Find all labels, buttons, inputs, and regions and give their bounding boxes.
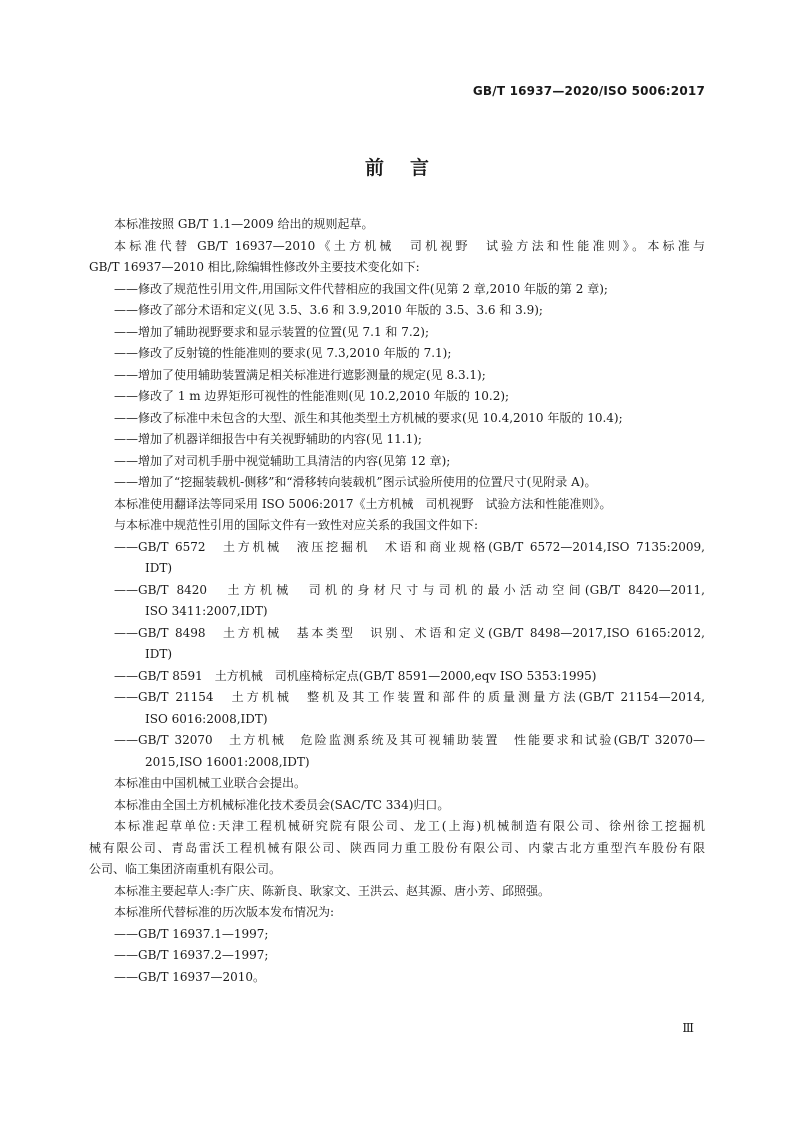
text-line: ——GB/T 8591 土方机械 司机座椅标定点(GB/T 8591—2000,eqv ISO 5353:1995) (114, 668, 597, 683)
text-line: GB/T 16937—2010 相比,除编辑性修改外主要技术变化如下: (89, 260, 420, 274)
text-line: IDT) (145, 647, 173, 661)
text-line: 本标准代替 GB/T 16937—2010《土方机械 司机视野 试验方法和性能准则》。本标准与 (114, 238, 705, 253)
text-line: 公司、临工集团济南重机有限公司。 (89, 862, 282, 876)
text-line: ——修改了标准中未包含的大型、派生和其他类型土方机械的要求(见 10.4,2010 年版的 10.4); (114, 410, 623, 425)
text-line: ISO 3411:2007,IDT) (145, 604, 268, 618)
text-line: ——增加了机器详细报告中有关视野辅助的内容(见 11.1); (114, 432, 422, 446)
text-line: ——增加了对司机手册中视觉辅助工具清洁的内容(见第 12 章); (114, 453, 451, 468)
text-line: ——GB/T 8420 土方机械 司机的身材尺寸与司机的最小活动空间(GB/T 8420—2011, (114, 582, 705, 597)
text-line: 本标准由中国机械工业联合会提出。 (114, 776, 307, 790)
text-line: ——GB/T 6572 土方机械 液压挖掘机 术语和商业规格(GB/T 6572—2014,ISO 7135:2009, (114, 539, 705, 554)
text-line: 2015,ISO 16001:2008,IDT) (145, 754, 310, 769)
text-line: ——增加了“挖掘装载机-侧移”和“滑移转向装载机”图示试验所使用的位置尺寸(见附录 A)。 (114, 475, 597, 489)
text-line: ——增加了辅助视野要求和显示装置的位置(见 7.1 和 7.2); (114, 324, 430, 339)
text-line: ——GB/T 16937.1—1997; (114, 926, 269, 941)
standard-number-header: GB/T 16937—2020/ISO 5006:2017 (472, 84, 705, 98)
text-line: ——修改了反射镜的性能准则的要求(见 7.3,2010 年版的 7.1); (114, 346, 452, 360)
text-line: ——增加了使用辅助装置满足相关标准进行遮影测量的规定(见 8.3.1); (114, 367, 486, 382)
text-line: 械有限公司、青岛雷沃工程机械有限公司、陕西同力重工股份有限公司、内蒙古北方重型汽车股份有限 (89, 840, 705, 855)
text-line: 本标准起草单位:天津工程机械研究院有限公司、龙工(上海)机械制造有限公司、徐州徐工挖掘机 (114, 819, 705, 833)
text-line: ——GB/T 21154 土方机械 整机及其工作装置和部件的质量测量方法(GB/T 21154—2014, (114, 690, 705, 704)
foreword-body (89, 214, 705, 988)
text-line: IDT) (145, 561, 173, 575)
text-line: ——GB/T 8498 土方机械 基本类型 识别、术语和定义(GB/T 8498—2017,ISO 6165:2012, (114, 625, 705, 640)
text-line: 与本标准中规范性引用的国际文件有一致性对应关系的我国文件如下: (114, 518, 479, 532)
text-line: 本标准由全国土方机械标准化技术委员会(SAC/TC 334)归口。 (114, 797, 450, 812)
text-line: ——GB/T 32070 土方机械 危险监测系统及其可视辅助装置 性能要求和试验(GB/T 32070— (114, 733, 705, 747)
text-line: 本标准所代替标准的历次版本发布情况为: (114, 905, 335, 919)
text-line: ——GB/T 16937—2010。 (114, 969, 265, 984)
text-line: ——修改了规范性引用文件,用国际文件代替相应的我国文件(见第 2 章,2010 年版的第 2 章); (114, 281, 608, 296)
text-line: 本标准按照 GB/T 1.1—2009 给出的规则起草。 (114, 217, 374, 231)
text-line: ——修改了部分术语和定义(见 3.5、3.6 和 3.9,2010 年版的 3.5、3.6 和 3.9); (114, 303, 543, 317)
text-line: 本标准使用翻译法等同采用 ISO 5006:2017《土方机械 司机视野 试验方法和性能准则》。 (114, 496, 612, 511)
text-line: 本标准主要起草人:李广庆、陈新良、耿家文、王洪云、赵其源、唐小芳、邱照强。 (114, 883, 551, 898)
text-line: ——修改了 1 m 边界矩形可视性的性能准则(见 10.2,2010 年版的 10.2); (114, 389, 510, 403)
page-number: Ⅲ (682, 1021, 694, 1035)
page-title: 前言 (364, 157, 455, 179)
text-line: ISO 6016:2008,IDT) (145, 711, 268, 726)
text-line: ——GB/T 16937.2—1997; (114, 948, 269, 962)
